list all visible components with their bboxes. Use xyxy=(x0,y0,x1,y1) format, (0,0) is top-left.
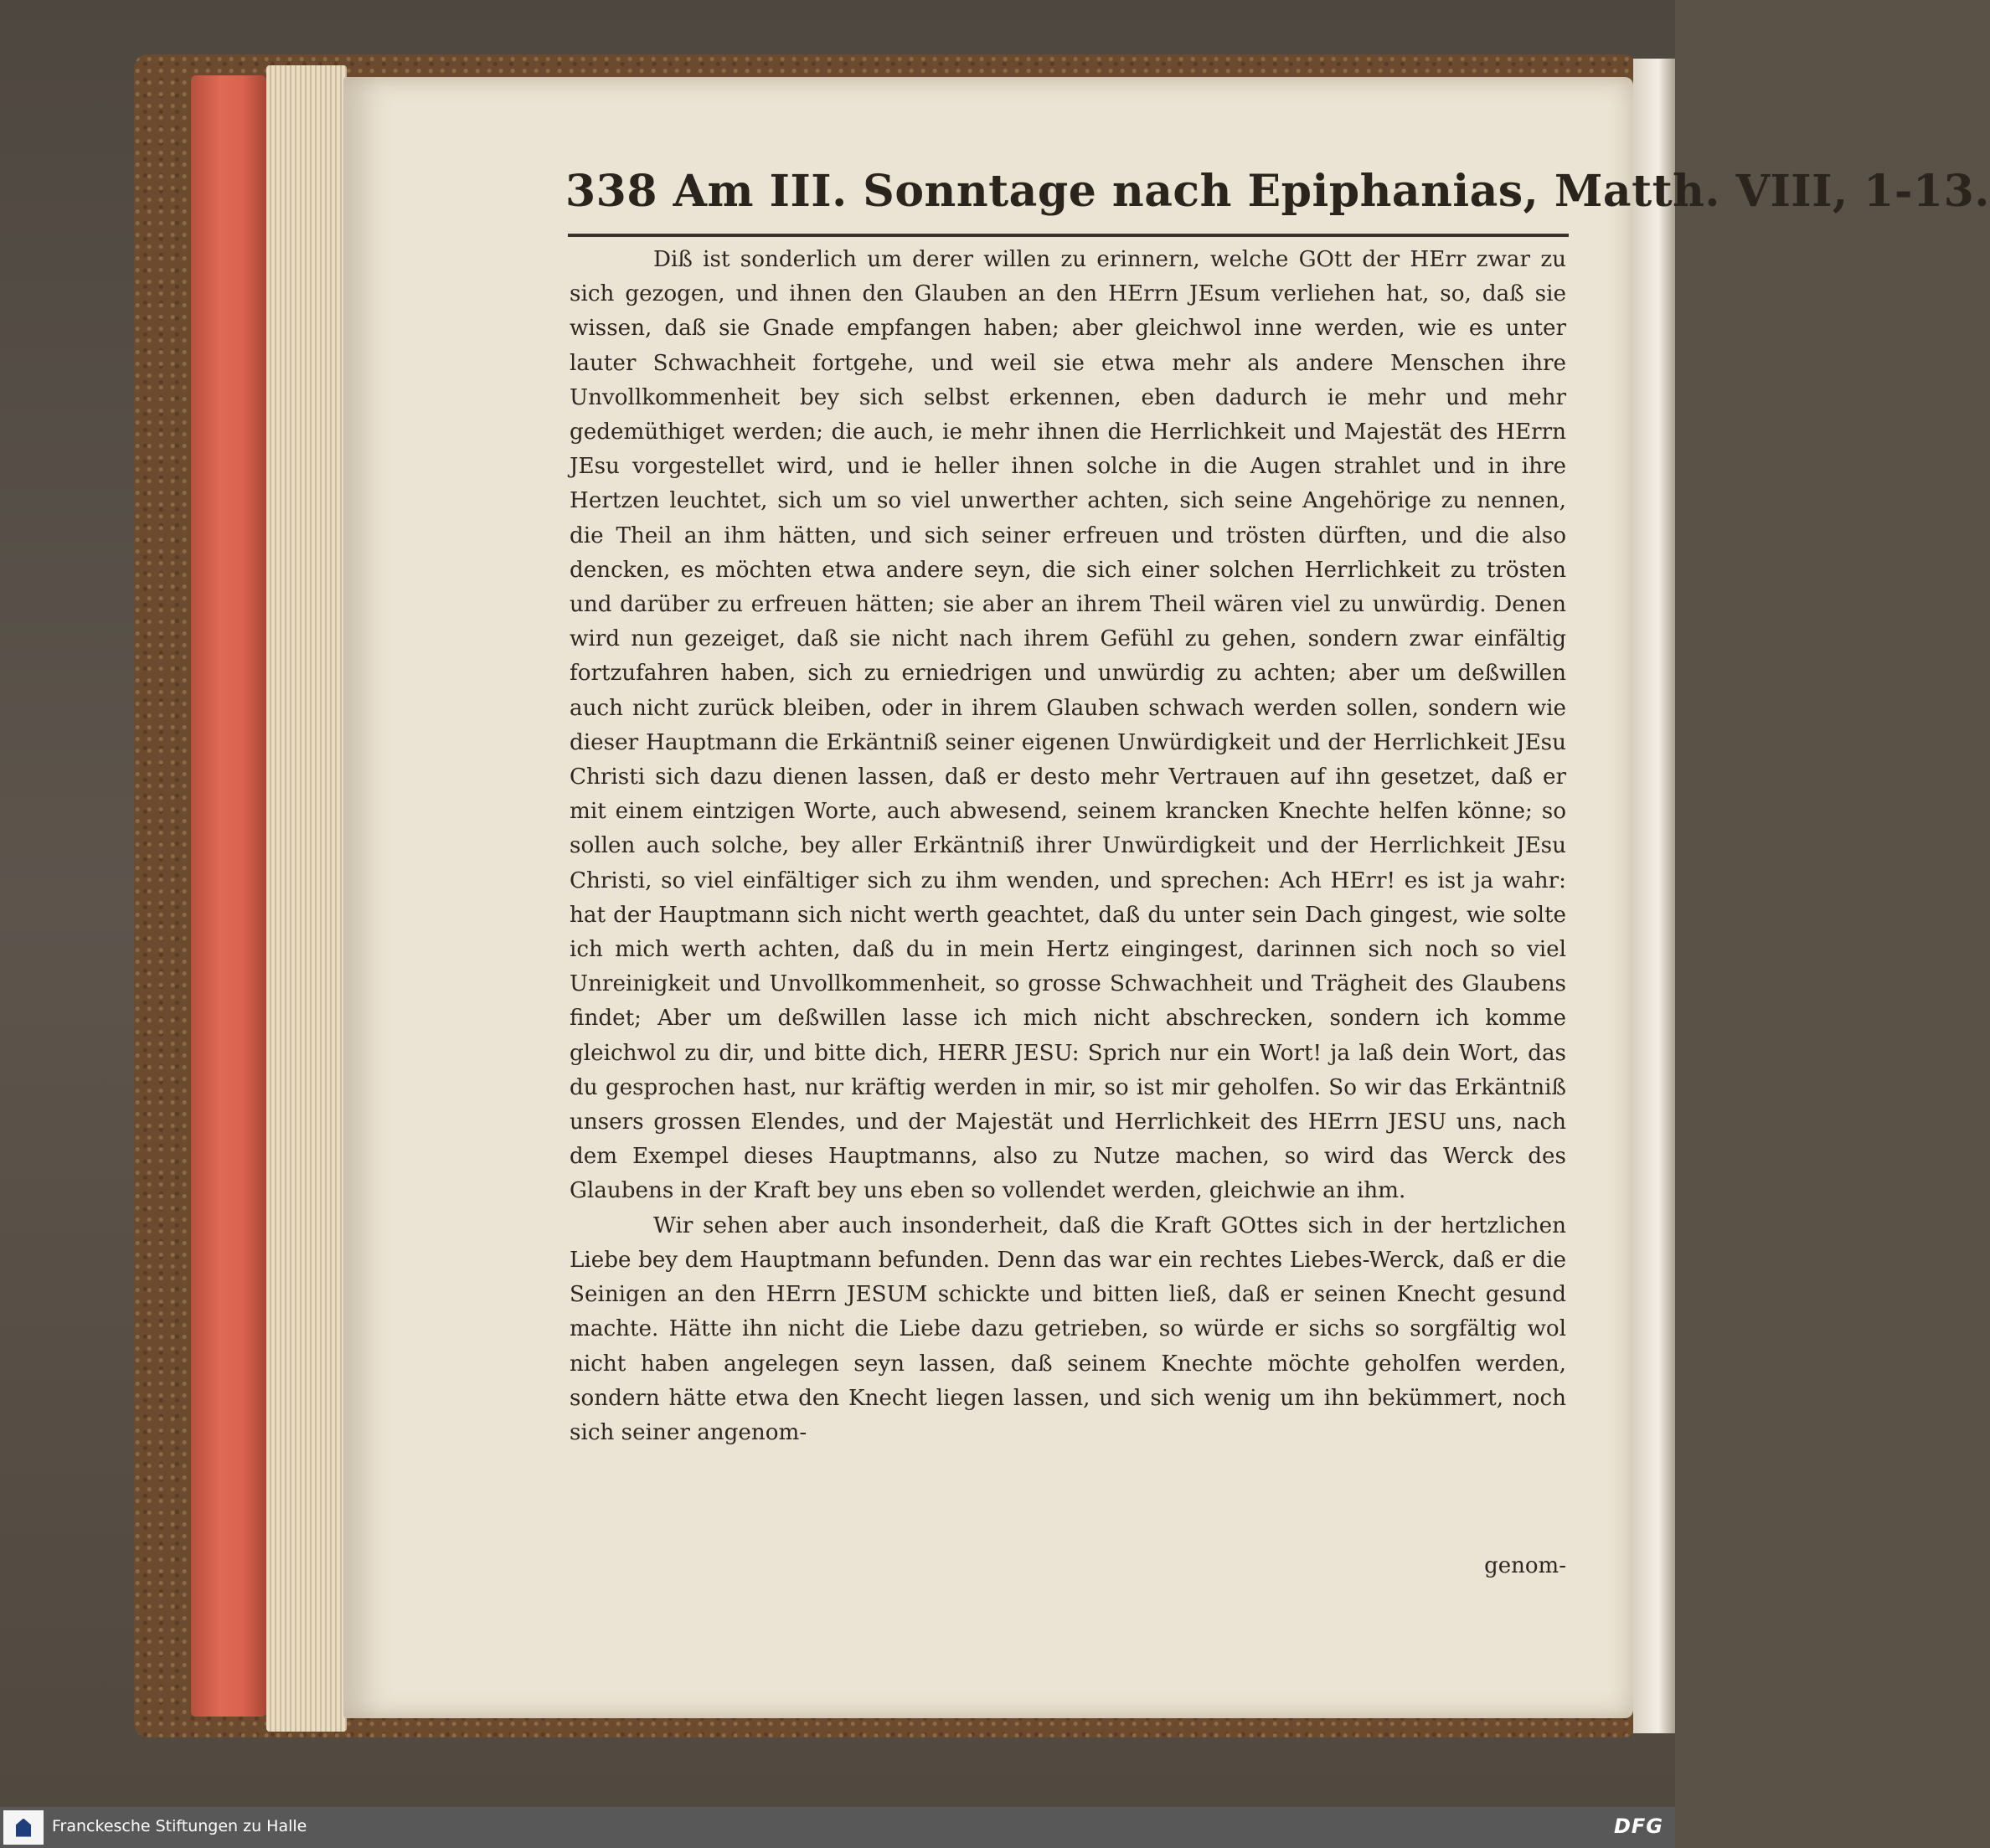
page-header xyxy=(565,166,1990,224)
institution-logo-icon[interactable] xyxy=(3,1810,44,1845)
header-rule xyxy=(568,234,1569,237)
building-icon xyxy=(16,1819,31,1837)
text-block xyxy=(570,243,1566,1450)
red-page-edge xyxy=(191,75,266,1717)
paragraph: Diß ist sonderlich um derer willen zu erinnern, welche GOtt der HErr zwar zu sich gezogen, und ihnen den Glauben an den HErrn JEsum verliehen hat, so, daß sie wissen, daß sie Gnade empfangen haben; aber gleichwol inne werden, wie es unter lauter Schwachheit fortgehe, und weil sie etwa mehr als andere Menschen ihre Unvollkommenheit bey sich selbst erkennen, eben dadurch ie mehr und mehr gedemüthiget werden; die auch, ie mehr ihnen die Herrlichkeit und Majestät des HErrn JEsu vorgestellet wird, und ie heller ihnen solche in die Augen strahlet und in ihre Hertzen leuchtet, sich um so viel unwerther achten, sich seine Angehörige zu nennen, die Theil an ihm hätten, und sich seiner erfreuen und trösten dürften, und die also dencken, es möchten etwa andere seyn, die sich einer solchen Herrlichkeit zu trösten und darüber zu erfreuen hätten; sie aber an ihrem Theil wären viel zu unwürdig. Denen wird nun gezeiget, daß sie nicht nach ihrem Gefühl zu gehen, sondern zwar einfältig fortzufahren haben, sich zu erniedrigen und unwürdig zu achten; aber um deßwillen auch nicht zurück bleiben, oder in ihrem Glauben schwach werden sollen, sondern wie dieser Hauptmann die Erkäntniß seiner eigenen Unwürdigkeit und der Herrlichkeit JEsu Christi sich dazu dienen lassen, daß er desto mehr Vertrauen auf ihn gesetzet, daß er mit einem eintzigen Worte, auch abwesend, seinem krancken Knechte helfen könne; so sollen auch solche, bey aller Erkäntniß ihrer Unwürdigkeit und der Herrlichkeit JEsu Christi, so viel einfältiger sich zu ihm wenden, und sprechen: Ach HErr! es ist ja wahr: hat der Hauptmann sich nicht werth geachtet, daß du unter sein Dach gingest, wie solte ich mich werth achten, daß du in mein Hertz eingingest, darinnen sich noch so viel Unreinigkeit und Unvollkommenheit, so grosse Schwachheit und Trägheit des Glaubens findet; Aber um deßwillen lasse ich mich nicht abschrecken, sondern ich komme gleichwol zu dir, und bitte dich, HERR JESU: Sprich nur ein Wort! ja laß dein Wort, das du gesprochen hast, nur kräftig werden in mir, so ist mir geholfen. So wir das Erkäntniß unsers grossen Elendes, und der Majestät und Herrlichkeit des HErrn JESU uns, nach dem Exempel dieses Hauptmanns, also zu Nutze machen, so wird das Werck des Glaubens in der Kraft bey uns eben so vollendet werden, gleichwie an ihm. xyxy=(570,247,1566,1204)
institution-name[interactable]: Franckesche Stiftungen zu Halle xyxy=(52,1817,307,1835)
paragraph: Wir sehen aber auch insonderheit, daß die Kraft GOttes sich in der hertzlichen Liebe bey dem Hauptmann befunden. Denn das war ein rechtes Liebes-Werck, daß er die Seinigen an den HErrn JESUM schickte und bitten ließ, daß er seinen Knecht gesund machte. Hätte ihn nicht die Liebe dazu getrieben, so würde er sichs so sorgfältig wol nicht haben angelegen seyn lassen, daß seinem Knechte möchte geholfen werden, sondern hätte etwa den Knecht liegen lassen, und sich wenig um ihn bekümmert, noch sich seiner angenom- xyxy=(570,1212,1566,1445)
dfg-logo[interactable]: DFG xyxy=(1613,1815,1663,1838)
catchword: genom- xyxy=(1484,1553,1566,1578)
running-head: 338 Am III. Sonntage nach Epiphanias, Matth. VIII, 1-13. xyxy=(565,166,1990,217)
page-stack xyxy=(266,65,347,1732)
viewer-footer xyxy=(0,1807,1675,1848)
facing-page-edge xyxy=(1633,59,1675,1733)
